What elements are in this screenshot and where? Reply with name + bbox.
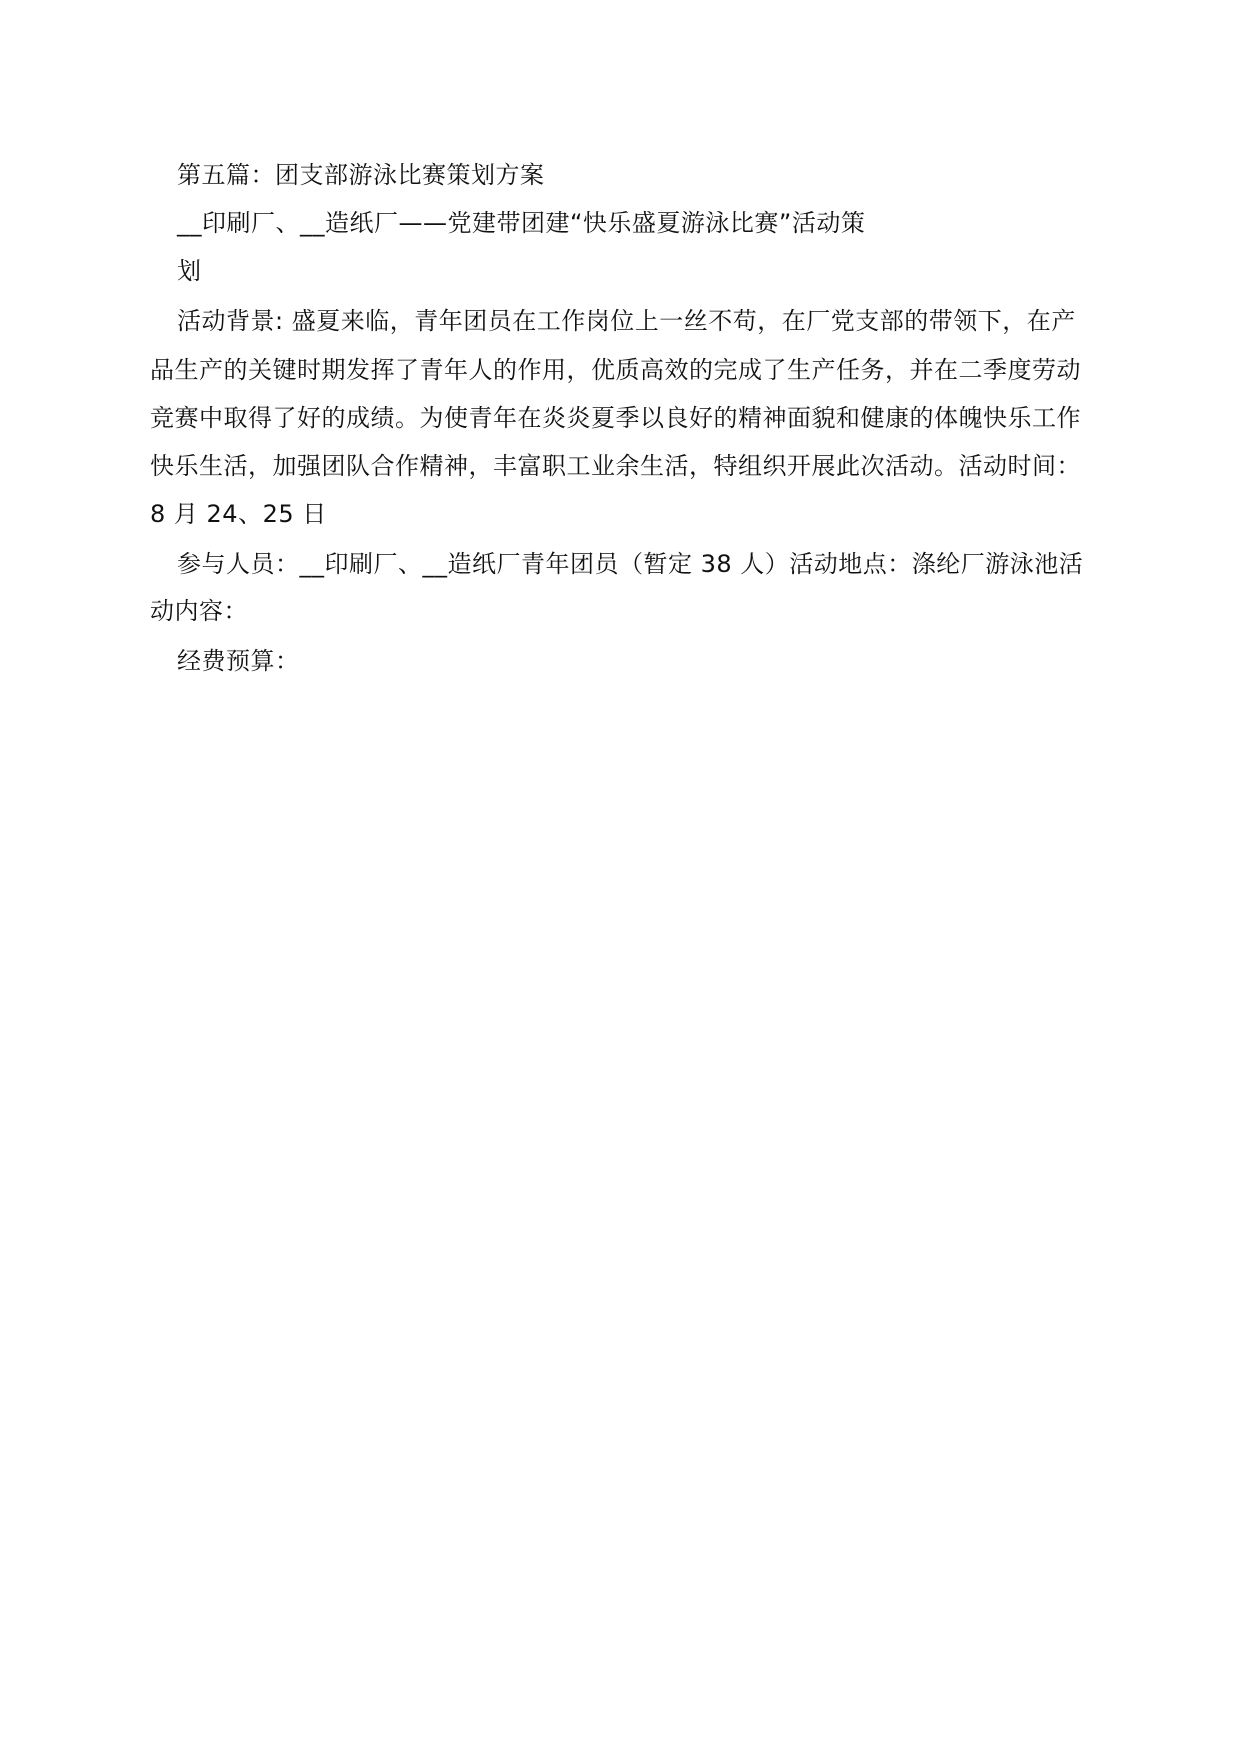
activity-heading: __印刷厂、__造纸厂——党建带团建“快乐盛夏游泳比赛”活动策 (177, 209, 866, 237)
background-paragraph-line: 竞赛中取得了好的成绩。为使青年在炎炎夏季以良好的精神面貌和健康的体魄快乐工作 (150, 404, 1081, 432)
document-title: 第五篇：团支部游泳比赛策划方案 (177, 161, 545, 189)
budget-heading-line: 经费预算： (177, 647, 300, 675)
background-paragraph-line: 品生产的关键时期发挥了青年人的作用，优质高效的完成了生产任务，并在二季度劳动 (150, 356, 1081, 384)
background-paragraph-line: 活动背景: 盛夏来临，青年团员在工作岗位上一丝不苟，在厂党支部的带领下，在产 (177, 307, 1076, 335)
background-paragraph-line: 快乐生活，加强团队合作精神，丰富职工业余生活，特组织开展此次活动。活动时间： (150, 452, 1081, 480)
activity-heading-continuation: 划 (177, 257, 202, 285)
content-heading-line: 动内容： (150, 597, 248, 625)
activity-time-line: 8 月 24、25 日 (150, 500, 327, 528)
participants-paragraph-line: 参与人员：__印刷厂、__造纸厂青年团员（暂定 38 人）活动地点：涤纶厂游泳池活 (177, 550, 1084, 578)
